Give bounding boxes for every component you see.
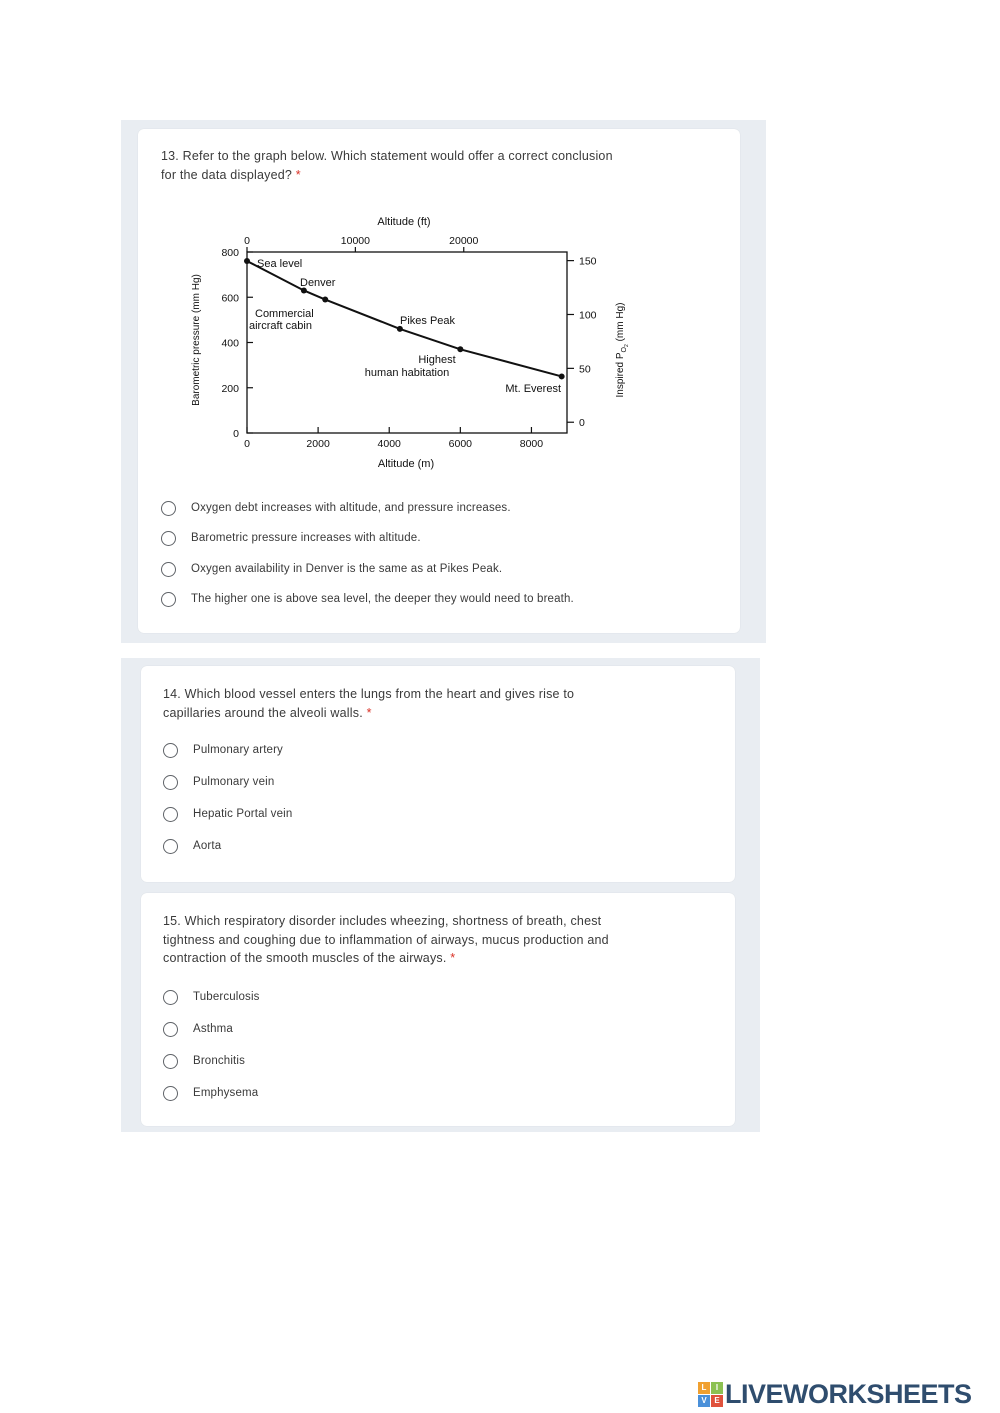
pressure-data-point [559,373,565,379]
chart-annotation: aircraft cabin [249,320,312,332]
q13-option-4[interactable] [161,589,574,609]
chart-annotation: Sea level [257,258,303,270]
q14-question-text [163,685,723,722]
radio-button[interactable] [163,1054,178,1069]
brand-mark-cell: L [698,1382,710,1394]
radio-button[interactable] [161,592,176,607]
x-tick-label: 2000 [306,438,330,450]
q15-option-1[interactable] [163,987,260,1007]
brand-name: LIVEWORKSHEETS [725,1378,972,1409]
option-label: Oxygen availability in Denver is the same as at Pikes Peak. [191,563,503,575]
y-tick-label: 0 [233,428,239,440]
brand-mark-cell: E [711,1395,723,1407]
radio-button[interactable] [161,562,176,577]
q14-text-line2: capillaries around the alveoli walls. [163,705,363,720]
q15-option-4[interactable] [163,1083,258,1103]
q13-question-text [161,147,731,184]
q15-text-line2: tightness and coughing due to inflammation of airways, mucus production and [163,932,609,947]
radio-button[interactable] [163,1086,178,1101]
radio-button[interactable] [161,501,176,516]
radio-button[interactable] [163,990,178,1005]
q14-option-4[interactable] [163,836,221,856]
radio-button[interactable] [163,839,178,854]
q14-option-1[interactable] [163,740,283,760]
option-label: The higher one is above sea level, the deeper they would need to breath. [191,593,574,605]
y-tick-label: 600 [221,292,239,305]
y-tick-label: 800 [221,247,239,259]
y-tick-label: 400 [221,337,239,350]
brand-mark-icon [698,1382,723,1407]
option-label: Aorta [193,840,222,852]
chart-top-axis-label: Altitude (ft) [377,216,431,228]
x-tick-label: 4000 [377,438,401,450]
brand-mark-cell: V [698,1395,710,1407]
option-label: Oxygen debt increases with altitude, and pressure increases. [191,502,511,514]
right-tick-label: 150 [579,255,597,268]
option-label: Pulmonary artery [193,744,283,756]
right-tick-label: 50 [579,363,591,376]
top-tick-label: 20000 [449,235,479,247]
right-tick-label: 0 [579,417,585,430]
q14-option-2[interactable] [163,772,274,792]
right-label-main: Inspired P [615,352,626,398]
q13-text-line2: for the data displayed? [161,167,293,182]
radio-button[interactable] [163,807,178,822]
x-tick-label: 6000 [448,438,473,450]
q13-required-mark: * [295,167,301,182]
q13-option-1[interactable] [161,498,511,518]
liveworksheets-logo [698,1378,972,1410]
chart-annotation: Pikes Peak [400,315,456,327]
chart-annotation: Highest [418,354,456,366]
q15-question-text [163,912,723,968]
chart-annotation: Commercial [255,308,314,320]
q15-option-3[interactable] [163,1051,245,1071]
chart-y-axis-label: Barometric pressure (mm Hg) [191,274,202,406]
pressure-data-point [244,258,250,264]
right-label-subsub: 2 [624,344,630,347]
option-label: Asthma [193,1023,233,1035]
q15-text-line1: Which respiratory disorder includes wheezing, shortness of breath, chest [184,914,602,928]
pressure-data-point [322,297,328,303]
q13-option-2[interactable] [161,528,421,548]
radio-button[interactable] [161,531,176,546]
radio-button[interactable] [163,775,178,790]
x-tick-label: 0 [244,438,250,450]
chart-x-axis-label: Altitude (m) [377,458,435,470]
pressure-data-point [457,346,463,352]
option-label: Bronchitis [193,1055,245,1067]
right-tick-label: 100 [579,309,597,322]
q14-text-line1: Which blood vessel enters the lungs from the heart and gives rise to [184,687,575,701]
option-label: Tuberculosis [193,991,260,1003]
q13-text-line1: Refer to the graph below. Which statement would offer a correct conclusion [182,149,613,163]
chart-annotation: human habitation [364,367,450,379]
option-label: Pulmonary vein [193,776,275,788]
brand-mark-cell: I [711,1382,723,1394]
chart-right-axis-label [615,303,630,398]
option-label: Barometric pressure increases with altitude. [191,532,421,544]
right-label-sub: O [621,346,628,353]
radio-button[interactable] [163,743,178,758]
q15-number: 15. [163,914,181,928]
q14-option-3[interactable] [163,804,292,824]
top-tick-label: 10000 [340,235,370,247]
option-label: Hepatic Portal vein [193,808,293,820]
option-label: Emphysema [193,1087,259,1099]
q13-option-3[interactable] [161,559,502,579]
top-tick-label: 0 [244,235,250,247]
right-label-unit: (mm Hg) [615,302,626,342]
q14-number: 14. [163,687,181,701]
q13-number: 13. [161,149,179,163]
q14-required-mark: * [366,705,372,720]
radio-button[interactable] [163,1022,178,1037]
chart-svg [182,210,642,480]
q15-required-mark: * [450,951,456,965]
chart-annotation: Mt. Everest [505,383,561,395]
chart-annotation: Denver [300,277,336,289]
chart-plot-frame [247,252,567,433]
altitude-pressure-chart [182,210,642,480]
q15-option-2[interactable] [163,1019,233,1039]
q15-text-line3: contraction of the smooth muscles of the airways. [163,951,447,965]
y-tick-label: 200 [221,382,239,395]
x-tick-label: 8000 [519,438,544,450]
